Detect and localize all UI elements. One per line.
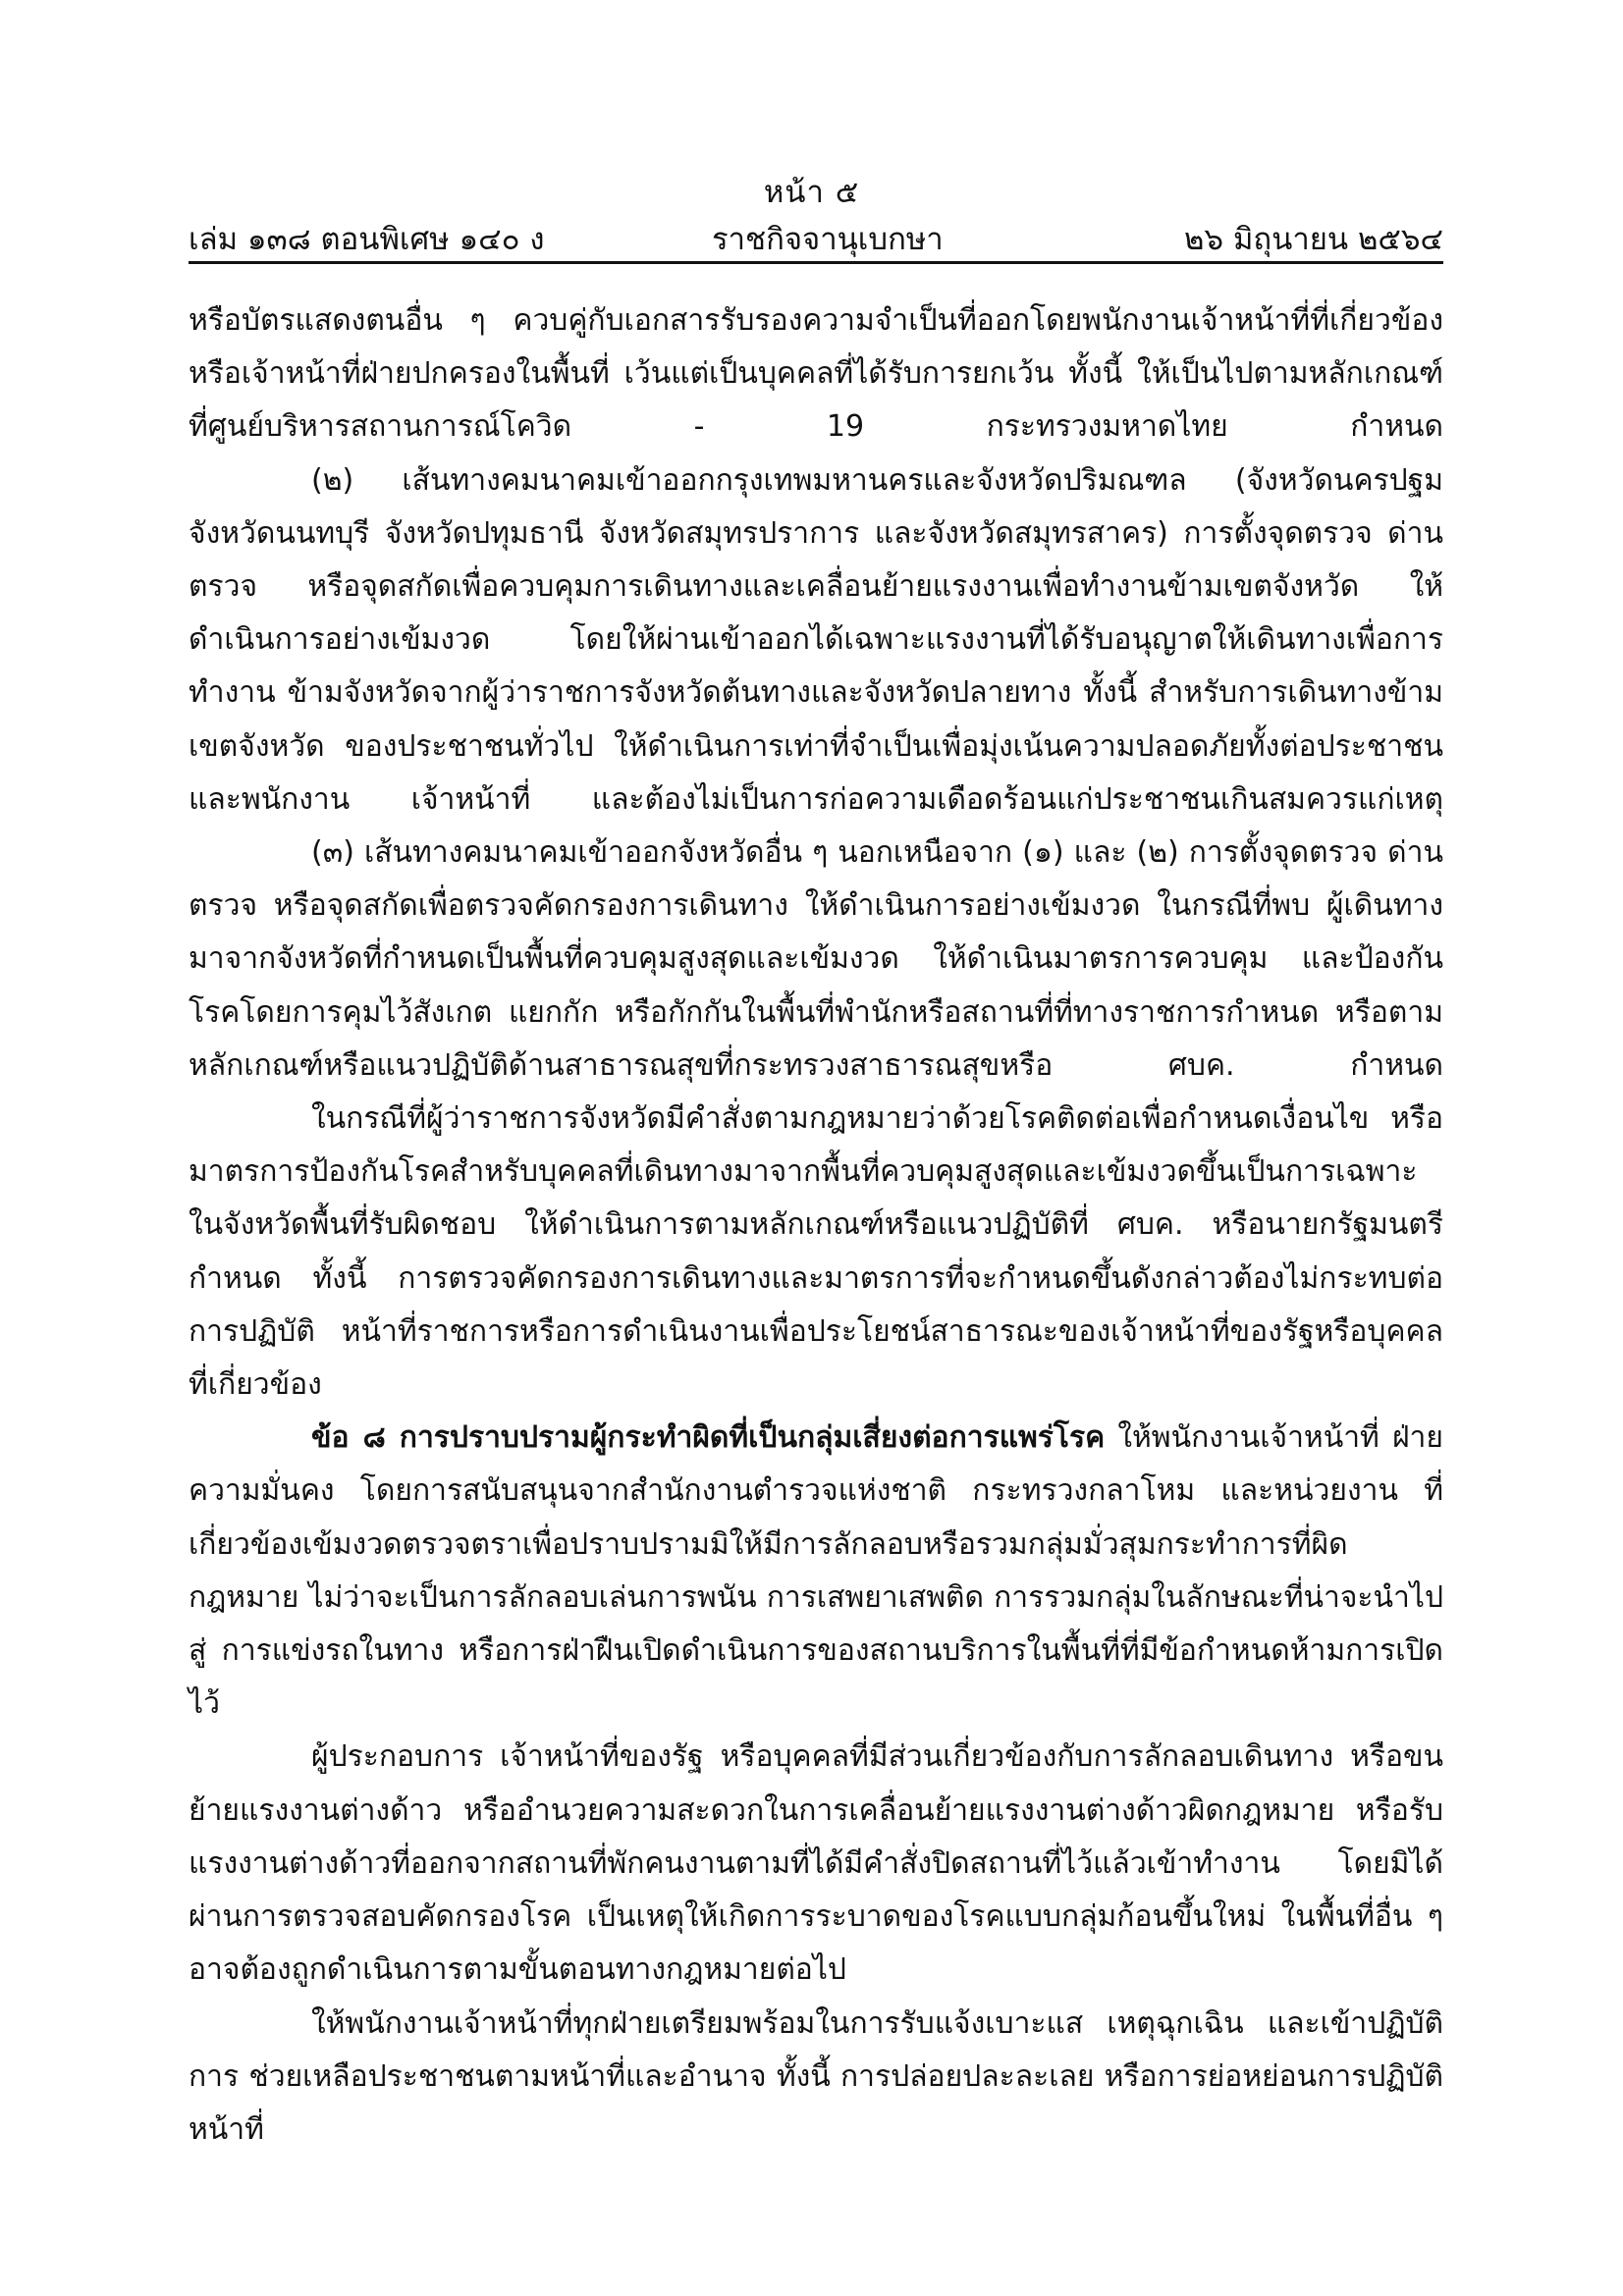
document-body <box>189 294 1443 2157</box>
clause-8-heading: ข้อ ๘ การปราบปรามผู้กระทำผิดที่เป็นกลุ่มเสี่ยงต่อการแพร่โรค <box>311 1420 1106 1456</box>
paragraph-clause-8 <box>189 1412 1443 1731</box>
paragraph-officials: ให้พนักงานเจ้าหน้าที่ทุกฝ่ายเตรียมพร้อมในการรับแจ้งเบาะแส เหตุฉุกเฉิน และเข้าปฏิบัติการ ช่วยเหลือประชาชนตามหน้าที่และอำนาจ ทั้งนี้ การปล่อยปละละเลย หรือการย่อหย่อนการปฏิบัติหน้าที่ <box>189 2005 1443 2147</box>
page-number: หน้า ๕ <box>763 175 860 210</box>
paragraph-item-3: (๓) เส้นทางคมนาคมเข้าออกจังหวัดอื่น ๆ นอกเหนือจาก (๑) และ (๒) การตั้งจุดตรวจ ด่านตรวจ หรือจุดสกัดเพื่อตรวจคัดกรองการเดินทาง ให้ดำเนินการอย่างเข้มงวด ในกรณีที่พบ ผู้เดินทางมาจากจังหวัดที่กำหนดเป็นพื้นที่ควบคุมสูงสุดและเข้มงวด ให้ดำเนินมาตรการควบคุม และป้องกันโรคโดยการคุมไว้สังเกต แยกกัก หรือกักกันในพื้นที่พำนักหรือสถานที่ที่ทางราชการกำหนด หรือตามหลักเกณฑ์หรือแนวปฏิบัติด้านสาธารณสุขที่กระทรวงสาธารณสุขหรือ ศบค. กำหนด <box>189 835 1443 1083</box>
paragraph-item-2: (๒) เส้นทางคมนาคมเข้าออกกรุงเทพมหานครและจังหวัดปริมณฑล (จังหวัดนครปฐม จังหวัดนนทบุรี จังหวัดปทุมธานี จังหวัดสมุทรปราการ และจังหวัดสมุทรสาคร) การตั้งจุดตรวจ ด่านตรวจ หรือจุดสกัดเพื่อควบคุมการเดินทางและเคลื่อนย้ายแรงงานเพื่อทำงานข้ามเขตจังหวัด ให้ดำเนินการอย่างเข้มงวด โดยให้ผ่านเข้าออกได้เฉพาะแรงงานที่ได้รับอนุญาตให้เดินทางเพื่อการทำงาน ข้ามจังหวัดจากผู้ว่าราชการจังหวัดต้นทางและจังหวัดปลายทาง ทั้งนี้ สำหรับการเดินทางข้ามเขตจังหวัด ของประชาชนทั่วไป ให้ดำเนินการเท่าที่จำเป็นเพื่อมุ่งเน้นความปลอดภัยทั้งต่อประชาชนและพนักงาน เจ้าหน้าที่ และต้องไม่เป็นการก่อความเดือดร้อนแก่ประชาชนเกินสมควรแก่เหตุ <box>189 462 1443 817</box>
paragraph-continuation: หรือบัตรแสดงตนอื่น ๆ ควบคู่กับเอกสารรับรองความจำเป็นที่ออกโดยพนักงานเจ้าหน้าที่ที่เกี่ยวข้อง หรือเจ้าหน้าที่ฝ่ายปกครองในพื้นที่ เว้นแต่เป็นบุคคลที่ได้รับการยกเว้น ทั้งนี้ ให้เป็นไปตามหลักเกณฑ์ที่ศูนย์บริหารสถานการณ์โควิด - 19 กระทรวงมหาดไทย กำหนด <box>189 303 1443 445</box>
header-volume-issue: เล่ม ๑๓๘ ตอนพิเศษ ๑๔๐ ง <box>189 222 545 257</box>
paragraph-operators: ผู้ประกอบการ เจ้าหน้าที่ของรัฐ หรือบุคคลที่มีส่วนเกี่ยวข้องกับการลักลอบเดินทาง หรือขนย้ายแรงงานต่างด้าว หรืออำนวยความสะดวกในการเคลื่อนย้ายแรงงานต่างด้าวผิดกฎหมาย หรือรับแรงงานต่างด้าวที่ออกจากสถานที่พักคนงานตามที่ได้มีคำสั่งปิดสถานที่ไว้แล้วเข้าทำงาน โดยมิได้ผ่านการตรวจสอบคัดกรองโรค เป็นเหตุให้เกิดการระบาดของโรคแบบกลุ่มก้อนขึ้นใหม่ ในพื้นที่อื่น ๆ อาจต้องถูกดำเนินการตามขั้นตอนทางกฎหมายต่อไป <box>189 1739 1443 1988</box>
paragraph-governor-orders: ในกรณีที่ผู้ว่าราชการจังหวัดมีคำสั่งตามกฎหมายว่าด้วยโรคติดต่อเพื่อกำหนดเงื่อนไข หรือมาตรการป้องกันโรคสำหรับบุคคลที่เดินทางมาจากพื้นที่ควบคุมสูงสุดและเข้มงวดขึ้นเป็นการเฉพาะ ในจังหวัดพื้นที่รับผิดชอบ ให้ดำเนินการตามหลักเกณฑ์หรือแนวปฏิบัติที่ ศบค. หรือนายกรัฐมนตรีกำหนด ทั้งนี้ การตรวจคัดกรองการเดินทางและมาตรการที่จะกำหนดขึ้นดังกล่าวต้องไม่กระทบต่อการปฏิบัติ หน้าที่ราชการหรือการดำเนินงานเพื่อประโยชน์สาธารณะของเจ้าหน้าที่ของรัฐหรือบุคคลที่เกี่ยวข้อง <box>189 1101 1443 1403</box>
gazette-header <box>189 210 1443 264</box>
clause-8-text: ให้พนักงานเจ้าหน้าที่ ฝ่ายความมั่นคง โดยการสนับสนุนจากสำนักงานตำรวจแห่งชาติ กระทรวงกลาโหม และหน่วยงาน ที่เกี่ยวข้องเข้มงวดตรวจตราเพื่อปราบปรามมิให้มีการลักลอบหรือรวมกลุ่มมั่วสุมกระทำการที่ผิดกฎหมาย ไม่ว่าจะเป็นการลักลอบเล่นการพนัน การเสพยาเสพติด การรวมกลุ่มในลักษณะที่น่าจะนำไปสู่ การแข่งรถในทาง หรือการฝ่าฝืนเปิดดำเนินการของสถานบริการในพื้นที่ที่มีข้อกำหนดห้ามการเปิดไว้ <box>189 1420 1443 1722</box>
header-date: ๒๖ มิถุนายน ๒๕๖๔ <box>1183 222 1443 257</box>
header-gazette-title: ราชกิจจานุเบกษา <box>712 222 944 257</box>
